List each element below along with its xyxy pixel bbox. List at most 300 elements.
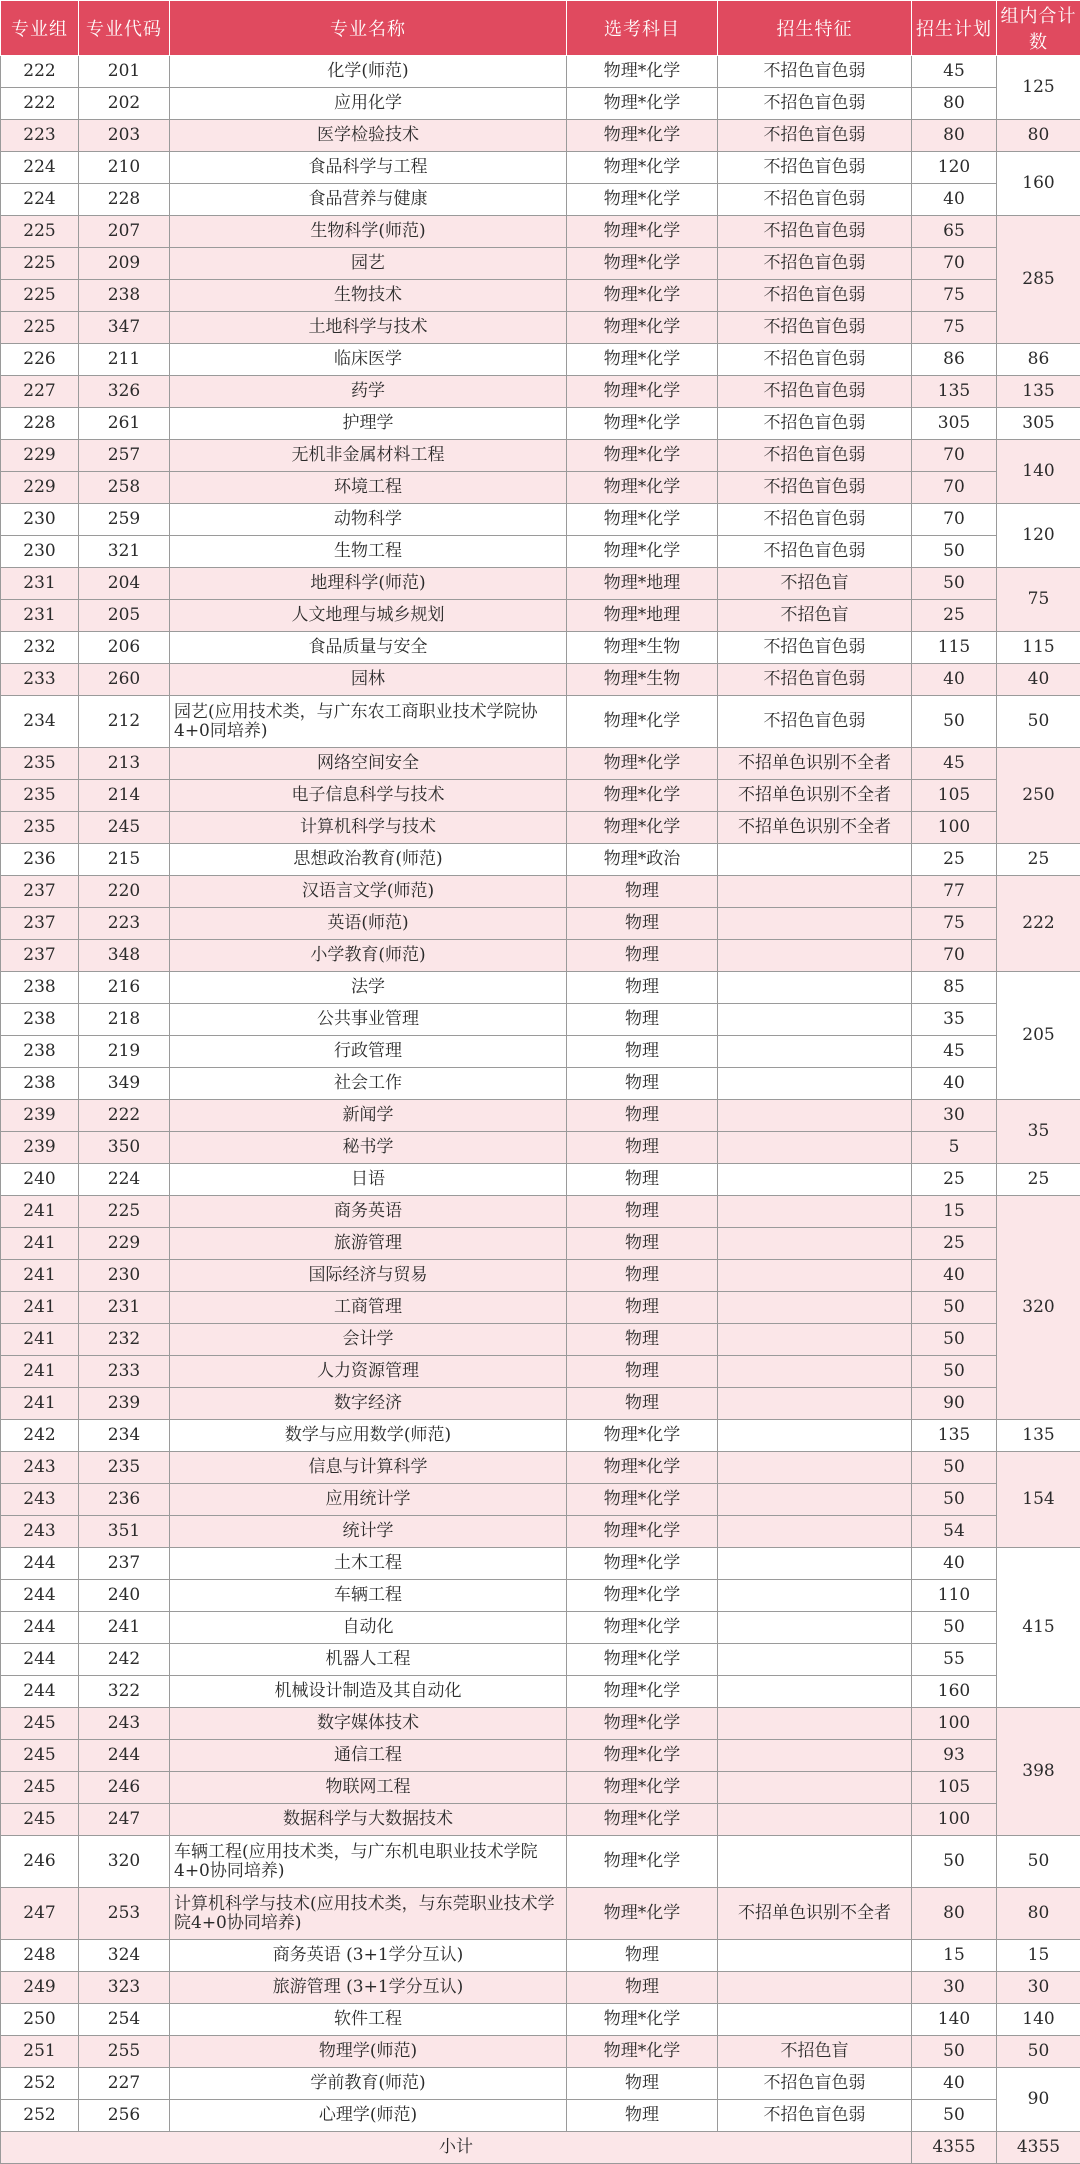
cell-code: 231 (79, 1292, 170, 1324)
cell-subjects: 物理*化学 (567, 1452, 718, 1484)
cell-group: 235 (1, 812, 79, 844)
table-row (1, 1388, 1080, 1420)
table-row (1, 2068, 1080, 2100)
table-row (1, 344, 1080, 376)
cell-requirement (718, 876, 912, 908)
header-group-total: 组内合计数 (997, 1, 1080, 56)
cell-code: 202 (79, 88, 170, 120)
cell-requirement (718, 1708, 912, 1740)
cell-plan: 100 (912, 1804, 997, 1836)
table-row (1, 2036, 1080, 2068)
table-row (1, 632, 1080, 664)
cell-name: 公共事业管理 (170, 1004, 567, 1036)
header-plan: 招生计划 (912, 1, 997, 56)
cell-requirement: 不招单色识别不全者 (718, 780, 912, 812)
cell-code: 232 (79, 1324, 170, 1356)
cell-plan: 90 (912, 1388, 997, 1420)
cell-group-total: 140 (997, 440, 1080, 504)
cell-requirement: 不招色盲色弱 (718, 344, 912, 376)
cell-name: 地理科学(师范) (170, 568, 567, 600)
cell-plan: 85 (912, 972, 997, 1004)
cell-plan: 80 (912, 120, 997, 152)
cell-code: 225 (79, 1196, 170, 1228)
cell-name: 英语(师范) (170, 908, 567, 940)
cell-group-total: 15 (997, 1940, 1080, 1972)
cell-requirement (718, 1388, 912, 1420)
cell-group: 231 (1, 568, 79, 600)
cell-code: 233 (79, 1356, 170, 1388)
cell-group-total: 25 (997, 1164, 1080, 1196)
cell-name: 国际经济与贸易 (170, 1260, 567, 1292)
table-row (1, 1888, 1080, 1940)
cell-group-total: 285 (997, 216, 1080, 344)
table-row (1, 1804, 1080, 1836)
cell-code: 323 (79, 1972, 170, 2004)
cell-subjects: 物理*化学 (567, 1420, 718, 1452)
cell-name: 食品科学与工程 (170, 152, 567, 184)
cell-code: 347 (79, 312, 170, 344)
table-row (1, 1644, 1080, 1676)
cell-subjects: 物理 (567, 1068, 718, 1100)
table-row (1, 184, 1080, 216)
cell-group: 233 (1, 664, 79, 696)
cell-plan: 50 (912, 568, 997, 600)
cell-subjects: 物理 (567, 876, 718, 908)
cell-name: 商务英语 (170, 1196, 567, 1228)
table-row (1, 312, 1080, 344)
cell-requirement (718, 1228, 912, 1260)
cell-group-total: 50 (997, 2036, 1080, 2068)
cell-code: 351 (79, 1516, 170, 1548)
cell-code: 246 (79, 1772, 170, 1804)
table-row (1, 2100, 1080, 2132)
cell-plan: 40 (912, 2068, 997, 2100)
table-row (1, 780, 1080, 812)
cell-plan: 50 (912, 1324, 997, 1356)
cell-requirement (718, 1324, 912, 1356)
cell-group-total: 80 (997, 1888, 1080, 1940)
cell-requirement (718, 1580, 912, 1612)
cell-subjects: 物理 (567, 1940, 718, 1972)
cell-subjects: 物理*化学 (567, 1772, 718, 1804)
cell-subjects: 物理*化学 (567, 1708, 718, 1740)
cell-requirement (718, 1132, 912, 1164)
cell-subjects: 物理*化学 (567, 120, 718, 152)
cell-plan: 30 (912, 1972, 997, 2004)
cell-group: 238 (1, 1068, 79, 1100)
table-row (1, 1484, 1080, 1516)
cell-group: 244 (1, 1676, 79, 1708)
cell-subjects: 物理 (567, 1972, 718, 2004)
table-row (1, 504, 1080, 536)
cell-requirement (718, 940, 912, 972)
header-requirements: 招生特征 (718, 1, 912, 56)
cell-plan: 305 (912, 408, 997, 440)
cell-requirement (718, 1292, 912, 1324)
cell-requirement (718, 1972, 912, 2004)
cell-requirement: 不招色盲色弱 (718, 408, 912, 440)
table-row (1, 440, 1080, 472)
cell-subjects: 物理*化学 (567, 1836, 718, 1888)
cell-code: 228 (79, 184, 170, 216)
cell-group: 252 (1, 2068, 79, 2100)
cell-plan: 15 (912, 1940, 997, 1972)
cell-group-total: 50 (997, 1836, 1080, 1888)
cell-requirement (718, 1644, 912, 1676)
cell-plan: 135 (912, 1420, 997, 1452)
cell-group: 241 (1, 1260, 79, 1292)
cell-name: 机械设计制造及其自动化 (170, 1676, 567, 1708)
cell-group-total: 125 (997, 56, 1080, 120)
cell-name: 应用化学 (170, 88, 567, 120)
cell-code: 237 (79, 1548, 170, 1580)
cell-code: 220 (79, 876, 170, 908)
cell-name: 思想政治教育(师范) (170, 844, 567, 876)
cell-code: 204 (79, 568, 170, 600)
cell-subjects: 物理*化学 (567, 408, 718, 440)
cell-group: 235 (1, 780, 79, 812)
cell-group-total: 415 (997, 1548, 1080, 1708)
cell-subjects: 物理*化学 (567, 2036, 718, 2068)
cell-plan: 70 (912, 440, 997, 472)
cell-subjects: 物理*化学 (567, 152, 718, 184)
cell-subjects: 物理*化学 (567, 1580, 718, 1612)
table-row (1, 152, 1080, 184)
table-row (1, 940, 1080, 972)
cell-plan: 100 (912, 812, 997, 844)
cell-plan: 75 (912, 280, 997, 312)
cell-subjects: 物理*生物 (567, 632, 718, 664)
cell-code: 261 (79, 408, 170, 440)
cell-requirement (718, 1676, 912, 1708)
cell-code: 239 (79, 1388, 170, 1420)
cell-requirement (718, 1548, 912, 1580)
cell-requirement: 不招色盲色弱 (718, 536, 912, 568)
cell-subjects: 物理 (567, 1388, 718, 1420)
cell-plan: 75 (912, 312, 997, 344)
cell-name: 通信工程 (170, 1740, 567, 1772)
cell-subjects: 物理*化学 (567, 1612, 718, 1644)
cell-requirement: 不招色盲色弱 (718, 184, 912, 216)
cell-subjects: 物理 (567, 2100, 718, 2132)
cell-group: 238 (1, 1036, 79, 1068)
cell-code: 254 (79, 2004, 170, 2036)
cell-plan: 25 (912, 600, 997, 632)
cell-plan: 70 (912, 504, 997, 536)
table-row (1, 1132, 1080, 1164)
table-row (1, 1196, 1080, 1228)
table-row (1, 1260, 1080, 1292)
cell-plan: 50 (912, 1292, 997, 1324)
cell-group: 249 (1, 1972, 79, 2004)
cell-requirement (718, 1940, 912, 1972)
cell-group: 235 (1, 748, 79, 780)
header-subjects: 选考科目 (567, 1, 718, 56)
cell-name: 法学 (170, 972, 567, 1004)
cell-code: 259 (79, 504, 170, 536)
cell-group-total: 160 (997, 152, 1080, 216)
table-row (1, 1940, 1080, 1972)
cell-group: 251 (1, 2036, 79, 2068)
cell-code: 218 (79, 1004, 170, 1036)
cell-subjects: 物理 (567, 940, 718, 972)
cell-group: 245 (1, 1804, 79, 1836)
cell-name: 自动化 (170, 1612, 567, 1644)
cell-plan: 70 (912, 940, 997, 972)
cell-requirement (718, 1004, 912, 1036)
cell-group: 248 (1, 1940, 79, 1972)
cell-plan: 35 (912, 1004, 997, 1036)
cell-group-total: 80 (997, 120, 1080, 152)
cell-plan: 50 (912, 2036, 997, 2068)
cell-subjects: 物理*化学 (567, 696, 718, 748)
cell-name: 旅游管理 (170, 1228, 567, 1260)
cell-group: 237 (1, 876, 79, 908)
cell-subjects: 物理*化学 (567, 1644, 718, 1676)
cell-group: 225 (1, 280, 79, 312)
cell-name: 新闻学 (170, 1100, 567, 1132)
cell-code: 209 (79, 248, 170, 280)
cell-group-total: 40 (997, 664, 1080, 696)
cell-plan: 80 (912, 88, 997, 120)
table-row (1, 1228, 1080, 1260)
cell-requirement: 不招色盲色弱 (718, 632, 912, 664)
cell-name: 园林 (170, 664, 567, 696)
cell-code: 216 (79, 972, 170, 1004)
cell-group-total: 30 (997, 1972, 1080, 2004)
cell-group: 237 (1, 908, 79, 940)
table-row (1, 376, 1080, 408)
cell-requirement (718, 1260, 912, 1292)
cell-name: 食品质量与安全 (170, 632, 567, 664)
cell-subjects: 物理*化学 (567, 376, 718, 408)
cell-requirement (718, 1100, 912, 1132)
cell-subjects: 物理*化学 (567, 812, 718, 844)
cell-subjects: 物理 (567, 908, 718, 940)
cell-name: 学前教育(师范) (170, 2068, 567, 2100)
cell-name: 数字经济 (170, 1388, 567, 1420)
cell-requirement (718, 1420, 912, 1452)
table-row (1, 600, 1080, 632)
cell-plan: 120 (912, 152, 997, 184)
cell-subjects: 物理 (567, 1228, 718, 1260)
cell-code: 236 (79, 1484, 170, 1516)
cell-plan: 25 (912, 1228, 997, 1260)
cell-group: 252 (1, 2100, 79, 2132)
cell-group-total: 90 (997, 2068, 1080, 2132)
table-body (1, 56, 1080, 2164)
cell-plan: 70 (912, 248, 997, 280)
cell-requirement: 不招色盲色弱 (718, 376, 912, 408)
cell-name: 行政管理 (170, 1036, 567, 1068)
cell-requirement: 不招色盲色弱 (718, 312, 912, 344)
cell-requirement: 不招色盲色弱 (718, 696, 912, 748)
cell-group: 238 (1, 1004, 79, 1036)
cell-group-total: 250 (997, 748, 1080, 844)
cell-name: 物理学(师范) (170, 2036, 567, 2068)
table-row (1, 696, 1080, 748)
cell-code: 257 (79, 440, 170, 472)
cell-group: 238 (1, 972, 79, 1004)
cell-group: 244 (1, 1612, 79, 1644)
cell-subjects: 物理*化学 (567, 184, 718, 216)
cell-requirement (718, 1836, 912, 1888)
cell-group: 237 (1, 940, 79, 972)
cell-name: 网络空间安全 (170, 748, 567, 780)
cell-code: 203 (79, 120, 170, 152)
cell-subjects: 物理*地理 (567, 600, 718, 632)
cell-name: 无机非金属材料工程 (170, 440, 567, 472)
cell-name: 日语 (170, 1164, 567, 1196)
cell-code: 242 (79, 1644, 170, 1676)
cell-name: 医学检验技术 (170, 120, 567, 152)
cell-code: 240 (79, 1580, 170, 1612)
cell-plan: 40 (912, 1068, 997, 1100)
cell-requirement (718, 1612, 912, 1644)
cell-subjects: 物理*化学 (567, 312, 718, 344)
cell-name: 车辆工程 (170, 1580, 567, 1612)
cell-requirement (718, 2004, 912, 2036)
header-row (1, 1, 1080, 56)
cell-subjects: 物理*化学 (567, 88, 718, 120)
cell-code: 211 (79, 344, 170, 376)
cell-requirement: 不招色盲色弱 (718, 120, 912, 152)
cell-group-total: 25 (997, 844, 1080, 876)
cell-group: 243 (1, 1452, 79, 1484)
table-row (1, 1100, 1080, 1132)
cell-code: 235 (79, 1452, 170, 1484)
cell-name: 生物工程 (170, 536, 567, 568)
cell-plan: 86 (912, 344, 997, 376)
cell-requirement (718, 1356, 912, 1388)
cell-group: 239 (1, 1100, 79, 1132)
cell-requirement: 不招色盲色弱 (718, 2068, 912, 2100)
cell-plan: 110 (912, 1580, 997, 1612)
cell-group-total: 320 (997, 1196, 1080, 1420)
table-row (1, 248, 1080, 280)
cell-code: 255 (79, 2036, 170, 2068)
table-row (1, 1676, 1080, 1708)
cell-subjects: 物理 (567, 1164, 718, 1196)
cell-requirement (718, 1036, 912, 1068)
cell-code: 350 (79, 1132, 170, 1164)
subtotal-plan: 4355 (912, 2132, 997, 2164)
cell-code: 207 (79, 216, 170, 248)
table-row (1, 1164, 1080, 1196)
table-row (1, 908, 1080, 940)
table-row (1, 1324, 1080, 1356)
cell-requirement: 不招色盲色弱 (718, 664, 912, 696)
cell-group: 241 (1, 1292, 79, 1324)
cell-group: 225 (1, 248, 79, 280)
cell-group: 230 (1, 536, 79, 568)
cell-subjects: 物理*化学 (567, 216, 718, 248)
cell-plan: 30 (912, 1100, 997, 1132)
cell-group: 245 (1, 1708, 79, 1740)
cell-requirement (718, 1196, 912, 1228)
table-row (1, 1516, 1080, 1548)
cell-requirement (718, 1804, 912, 1836)
cell-name: 临床医学 (170, 344, 567, 376)
cell-name: 软件工程 (170, 2004, 567, 2036)
cell-plan: 140 (912, 2004, 997, 2036)
cell-code: 321 (79, 536, 170, 568)
cell-plan: 160 (912, 1676, 997, 1708)
cell-name: 工商管理 (170, 1292, 567, 1324)
table-row (1, 568, 1080, 600)
header-group: 专业组 (1, 1, 79, 56)
cell-subjects: 物理*化学 (567, 1548, 718, 1580)
cell-plan: 50 (912, 696, 997, 748)
table-row (1, 1420, 1080, 1452)
cell-name: 旅游管理 (3+1学分互认) (170, 1972, 567, 2004)
header-major-code: 专业代码 (79, 1, 170, 56)
cell-plan: 50 (912, 2100, 997, 2132)
table-row (1, 876, 1080, 908)
cell-code: 348 (79, 940, 170, 972)
cell-group: 222 (1, 56, 79, 88)
cell-subjects: 物理*化学 (567, 1804, 718, 1836)
cell-subjects: 物理*化学 (567, 440, 718, 472)
cell-name: 秘书学 (170, 1132, 567, 1164)
cell-group-total: 50 (997, 696, 1080, 748)
cell-group: 241 (1, 1356, 79, 1388)
cell-requirement: 不招色盲 (718, 568, 912, 600)
cell-plan: 115 (912, 632, 997, 664)
cell-requirement (718, 908, 912, 940)
cell-name: 计算机科学与技术 (170, 812, 567, 844)
cell-plan: 25 (912, 1164, 997, 1196)
cell-group: 243 (1, 1484, 79, 1516)
cell-subjects: 物理 (567, 1356, 718, 1388)
table-row (1, 972, 1080, 1004)
cell-name: 数字媒体技术 (170, 1708, 567, 1740)
cell-requirement: 不招色盲色弱 (718, 280, 912, 312)
cell-code: 212 (79, 696, 170, 748)
cell-plan: 75 (912, 908, 997, 940)
cell-name: 生物技术 (170, 280, 567, 312)
cell-requirement: 不招色盲色弱 (718, 216, 912, 248)
cell-name: 护理学 (170, 408, 567, 440)
cell-requirement: 不招色盲色弱 (718, 472, 912, 504)
cell-plan: 70 (912, 472, 997, 504)
cell-subjects: 物理*化学 (567, 504, 718, 536)
cell-name: 电子信息科学与技术 (170, 780, 567, 812)
table-row (1, 748, 1080, 780)
cell-group: 236 (1, 844, 79, 876)
cell-name: 人力资源管理 (170, 1356, 567, 1388)
cell-code: 229 (79, 1228, 170, 1260)
cell-requirement: 不招色盲色弱 (718, 504, 912, 536)
table-row (1, 1356, 1080, 1388)
table-row (1, 1612, 1080, 1644)
cell-requirement: 不招色盲色弱 (718, 56, 912, 88)
cell-subjects: 物理 (567, 1196, 718, 1228)
cell-code: 222 (79, 1100, 170, 1132)
cell-requirement: 不招色盲色弱 (718, 2100, 912, 2132)
cell-subjects: 物理*化学 (567, 344, 718, 376)
cell-code: 245 (79, 812, 170, 844)
cell-requirement: 不招单色识别不全者 (718, 748, 912, 780)
cell-plan: 45 (912, 1036, 997, 1068)
cell-code: 230 (79, 1260, 170, 1292)
cell-name: 土地科学与技术 (170, 312, 567, 344)
cell-name: 物联网工程 (170, 1772, 567, 1804)
cell-plan: 65 (912, 216, 997, 248)
cell-subjects: 物理*政治 (567, 844, 718, 876)
cell-code: 247 (79, 1804, 170, 1836)
cell-code: 258 (79, 472, 170, 504)
